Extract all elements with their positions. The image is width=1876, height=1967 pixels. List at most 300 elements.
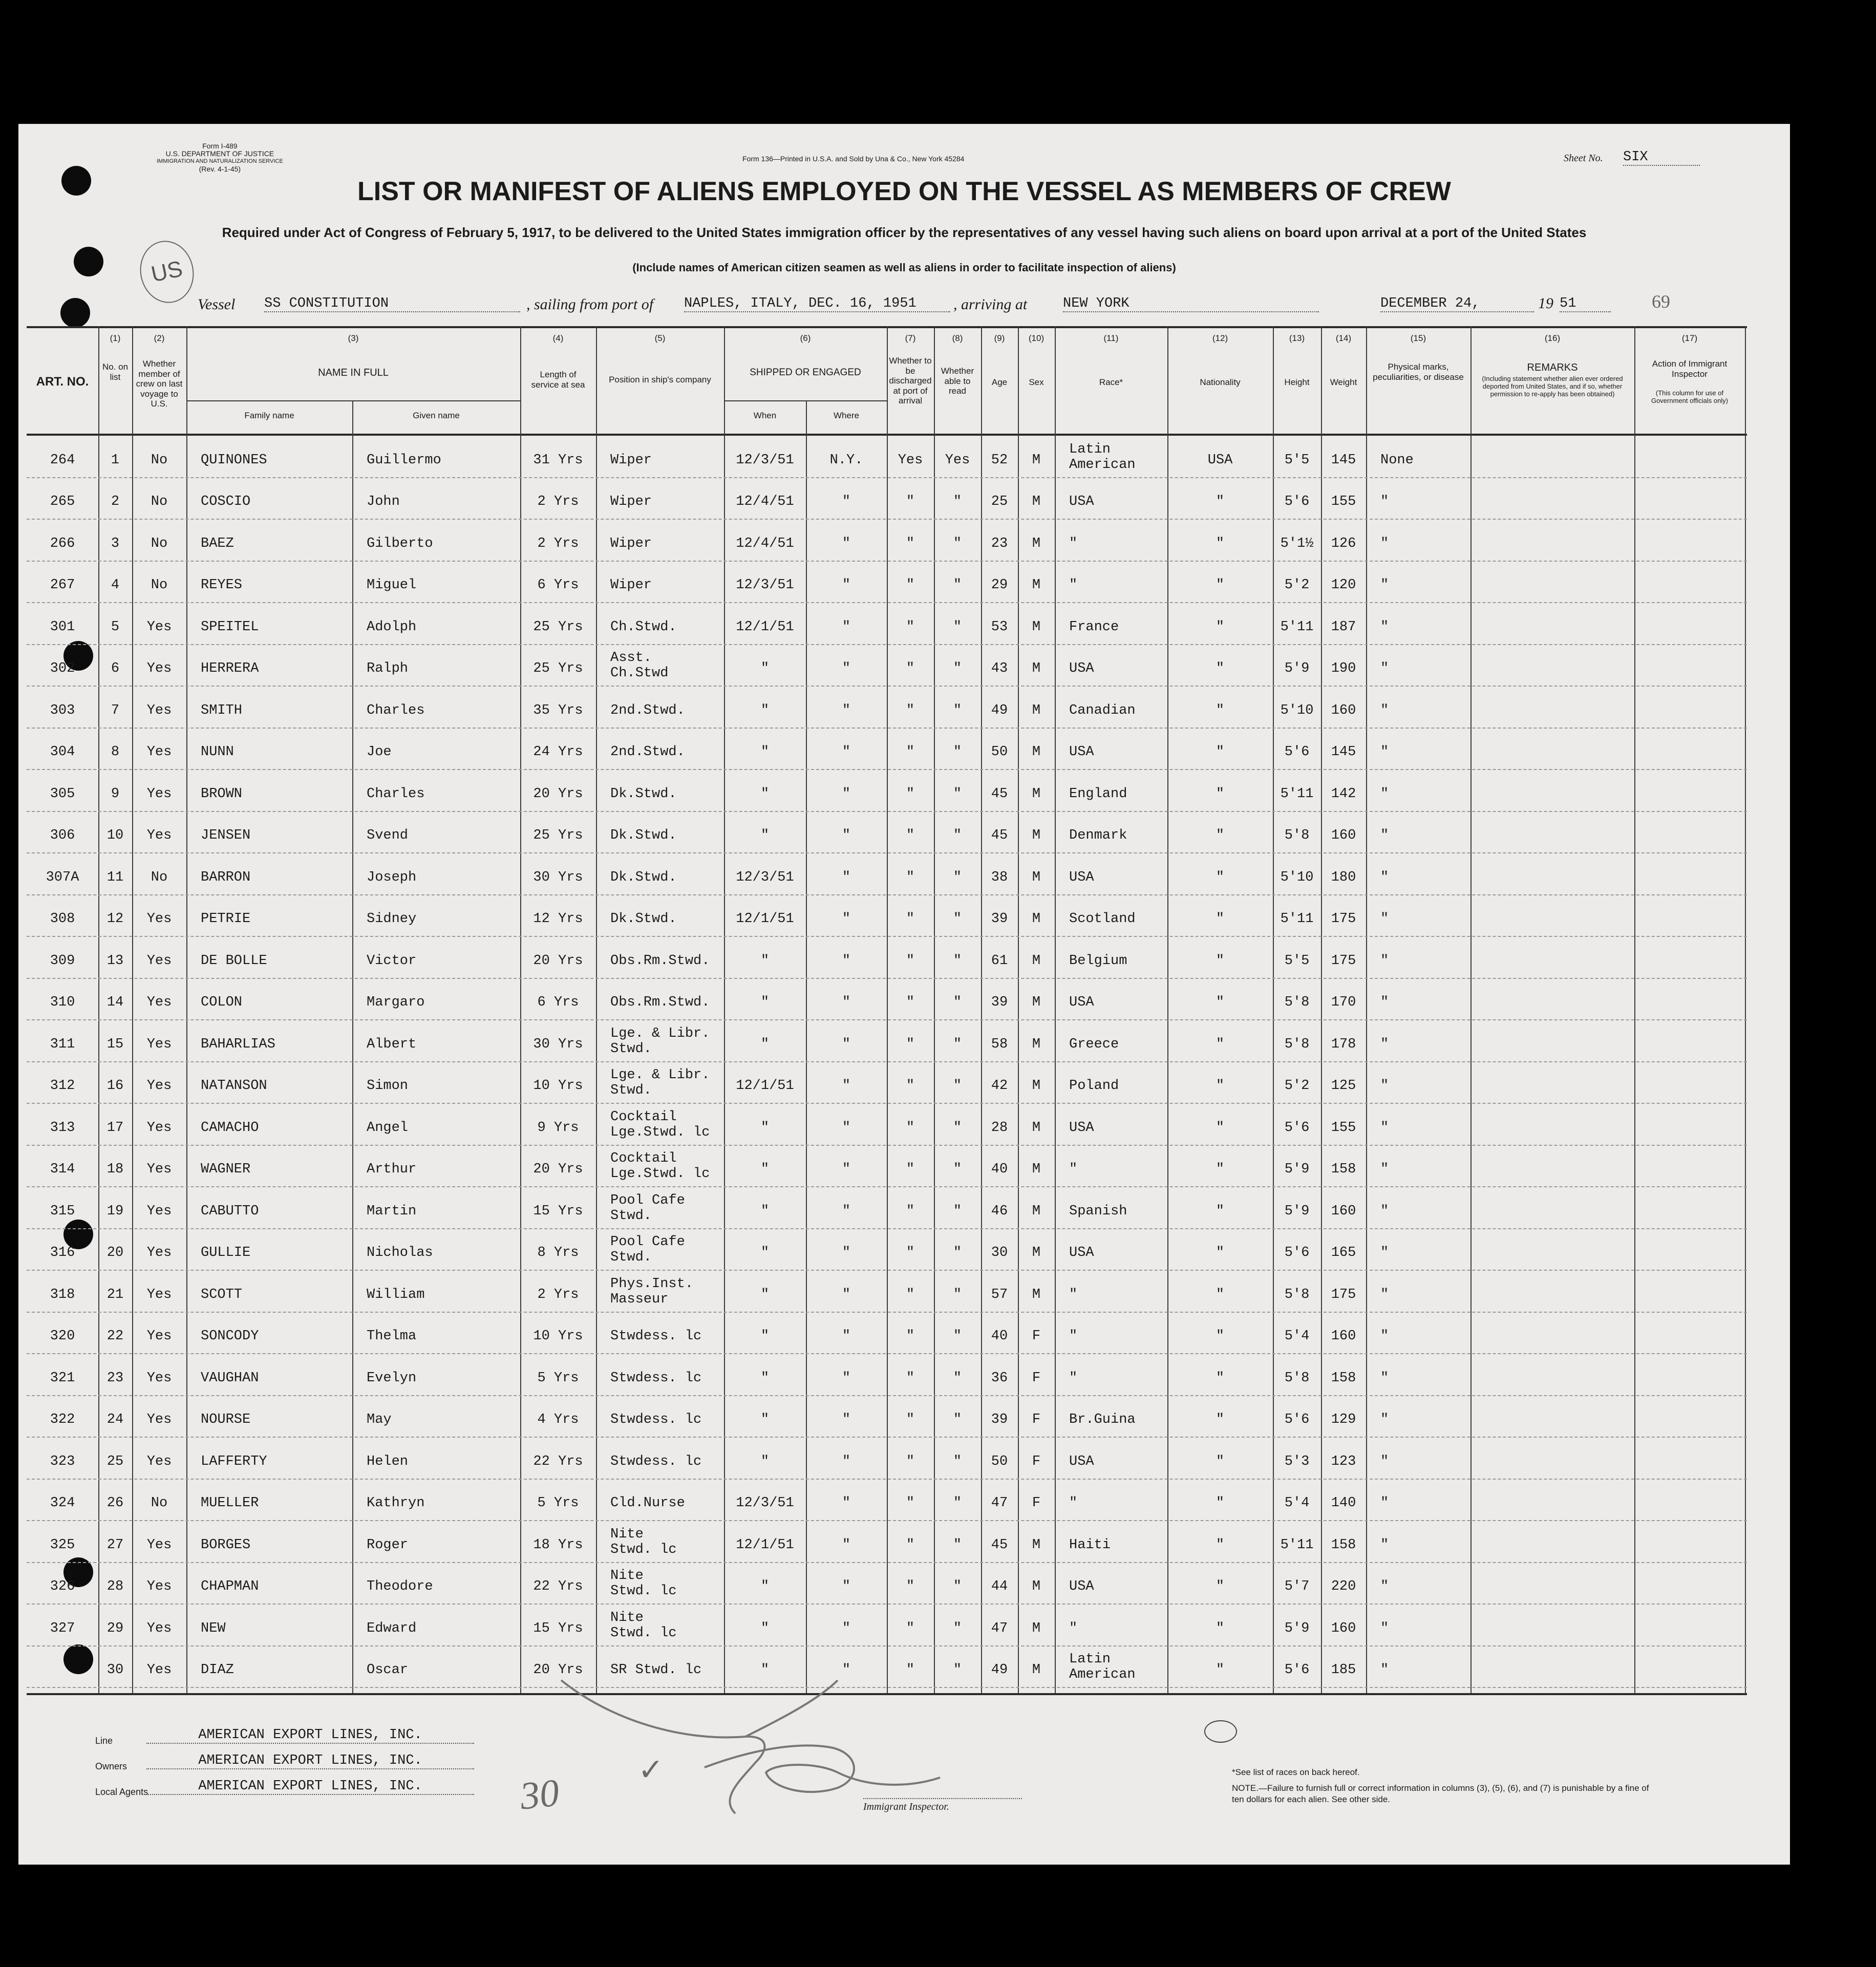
cell-height: 5'11	[1280, 619, 1314, 635]
cell-given-name: Angel	[367, 1120, 409, 1136]
cell-discharge: "	[906, 619, 915, 635]
cell-position: Cocktail Lge.Stwd. lc	[610, 1151, 710, 1182]
cell-able-to-read: "	[953, 869, 962, 885]
cell-service-length: 6 Yrs	[537, 995, 579, 1011]
cell-service-length: 20 Yrs	[533, 1162, 583, 1178]
sheet-number: SIX	[1623, 149, 1700, 166]
cell-age: 45	[991, 1537, 1008, 1553]
cell-service-length: 30 Yrs	[533, 869, 583, 885]
cell-given-name: Victor	[367, 953, 417, 969]
cell-sex: M	[1032, 953, 1041, 969]
header-art-no: ART. NO.	[36, 375, 89, 389]
cell-physical-marks: "	[1380, 1036, 1389, 1052]
cell-position: Lge. & Libr. Stwd.	[610, 1067, 710, 1099]
cell-weight: 165	[1331, 1245, 1356, 1261]
cell-shipped-where: "	[842, 1036, 851, 1052]
cell-family-name: GULLIE	[201, 1245, 251, 1261]
cell-physical-marks: "	[1380, 1620, 1389, 1636]
cell-age: 25	[991, 494, 1008, 510]
cell-given-name: Charles	[367, 702, 425, 718]
cell-sex: M	[1032, 1078, 1041, 1094]
cell-physical-marks: "	[1380, 1287, 1389, 1302]
cell-race: Br.Guina	[1069, 1412, 1136, 1428]
sheet-label: Sheet No.	[1564, 153, 1603, 164]
cell-position: Stwdess. lc	[610, 1453, 702, 1469]
agents-label: Local Agents	[95, 1787, 148, 1797]
cell-sex: M	[1032, 1620, 1041, 1636]
table-row	[27, 645, 1747, 687]
cell-physical-marks: "	[1380, 1162, 1389, 1178]
owners-label: Owners	[95, 1761, 127, 1771]
cell-able-to-read: "	[953, 1662, 962, 1678]
cell-weight: 145	[1331, 452, 1356, 468]
cell-list-number: 15	[106, 1036, 124, 1052]
cell-age: 49	[991, 702, 1008, 718]
cell-family-name: SPEITEL	[201, 619, 259, 635]
cell-list-number: 6	[111, 661, 120, 677]
cell-position: Dk.Stwd.	[610, 828, 677, 844]
cell-race: Spanish	[1069, 1203, 1127, 1219]
header-prior-voyage: Whether member of crew on last voyage to U.S.	[136, 359, 183, 409]
cell-shipped-when: "	[760, 1203, 770, 1219]
manifest-sheet	[18, 124, 1790, 1865]
cell-prior-voyage: Yes	[146, 661, 172, 677]
cell-art-number: 312	[50, 1078, 75, 1094]
cell-physical-marks: "	[1380, 619, 1389, 635]
header-discharged: Whether to be discharged at port of arrival	[889, 356, 932, 406]
cell-discharge: "	[906, 578, 915, 593]
header-able-to-read: Whether able to read	[941, 366, 974, 396]
us-stamp: US	[134, 236, 199, 308]
col-num: (12)	[1212, 333, 1228, 343]
header-position: Position in ship's company	[609, 375, 711, 384]
header-when: When	[753, 411, 777, 420]
cell-list-number: 12	[106, 911, 124, 927]
col-num: (17)	[1681, 333, 1698, 343]
cell-height: 5'4	[1284, 1329, 1310, 1344]
cell-able-to-read: "	[953, 744, 962, 760]
cell-discharge: "	[906, 1370, 915, 1386]
cell-shipped-when: "	[760, 702, 770, 718]
cell-position: Wiper	[610, 494, 652, 510]
cell-art-number: 308	[50, 911, 75, 927]
cell-nationality: "	[1216, 1537, 1225, 1553]
cell-prior-voyage: Yes	[146, 702, 172, 718]
header-shipped: SHIPPED OR ENGAGED	[750, 367, 861, 378]
cell-able-to-read: "	[953, 911, 962, 927]
cell-height: 5'9	[1284, 1620, 1310, 1636]
cell-list-number: 17	[106, 1120, 124, 1136]
cell-discharge: "	[906, 702, 915, 718]
cell-discharge: "	[906, 1162, 915, 1178]
form-subtitle: Required under Act of Congress of February 5, 1917, to be delivered to the United States immigration officer by the representatives of any vessel having such aliens on board upon arrival at a port of the United States	[222, 225, 1587, 240]
cell-shipped-where: "	[842, 1412, 851, 1428]
cell-race: "	[1069, 536, 1078, 551]
cell-sex: M	[1032, 869, 1041, 885]
header-where: Where	[833, 411, 860, 420]
cell-list-number: 3	[111, 536, 120, 551]
cell-art-number: 326	[50, 1579, 75, 1595]
cell-shipped-where: N.Y.	[829, 452, 863, 468]
cell-art-number: 322	[50, 1412, 75, 1428]
table-row	[27, 1229, 1747, 1271]
signature-line	[863, 1798, 1022, 1799]
cell-service-length: 6 Yrs	[537, 578, 579, 593]
cell-prior-voyage: Yes	[146, 1537, 172, 1553]
table-row	[27, 1313, 1747, 1355]
header-race: Race*	[1099, 377, 1123, 387]
cell-able-to-read: "	[953, 1162, 962, 1178]
cell-shipped-when: 12/3/51	[736, 1495, 794, 1511]
cell-prior-voyage: No	[151, 536, 168, 551]
cell-service-length: 15 Yrs	[533, 1203, 583, 1219]
cell-nationality: "	[1216, 661, 1225, 677]
cell-able-to-read: "	[953, 828, 962, 844]
cell-position: Pool Cafe Stwd.	[610, 1192, 685, 1224]
cell-able-to-read: "	[953, 1495, 962, 1511]
cell-prior-voyage: Yes	[146, 1245, 172, 1261]
cell-age: 38	[991, 869, 1008, 885]
cell-art-number: 305	[50, 786, 75, 802]
cell-service-length: 25 Yrs	[533, 661, 583, 677]
table-row	[27, 478, 1747, 520]
cell-age: 52	[991, 452, 1008, 468]
cell-service-length: 2 Yrs	[537, 536, 579, 551]
cell-family-name: LAFFERTY	[201, 1453, 267, 1469]
cell-shipped-when: "	[760, 1370, 770, 1386]
col-num: (5)	[654, 333, 666, 343]
cell-art-number: 307A	[46, 869, 79, 885]
cell-sex: M	[1032, 1162, 1041, 1178]
cell-discharge: "	[906, 953, 915, 969]
cell-height: 5'6	[1284, 1412, 1310, 1428]
cell-sex: M	[1032, 619, 1041, 635]
handwritten-count: 30	[518, 1771, 562, 1818]
table-row	[27, 1354, 1747, 1396]
cell-height: 5'10	[1280, 869, 1314, 885]
cell-given-name: Oscar	[367, 1662, 409, 1678]
cell-service-length: 10 Yrs	[533, 1078, 583, 1094]
cell-family-name: NEW	[201, 1620, 226, 1636]
cell-physical-marks: "	[1380, 578, 1389, 593]
header-no-on-list: No. on list	[102, 362, 129, 382]
cell-race: Scotland	[1069, 911, 1136, 927]
table-row	[27, 1187, 1747, 1229]
cell-art-number: 306	[50, 828, 75, 844]
cell-given-name: Margaro	[367, 995, 425, 1011]
cell-physical-marks: "	[1380, 744, 1389, 760]
cell-list-number: 4	[111, 578, 120, 593]
cell-position: 2nd.Stwd.	[610, 744, 685, 760]
cell-nationality: "	[1216, 953, 1225, 969]
cell-nationality: "	[1216, 619, 1225, 635]
cell-race: "	[1069, 1620, 1078, 1636]
header-nationality: Nationality	[1200, 377, 1241, 387]
cell-prior-voyage: No	[151, 452, 168, 468]
cell-height: 5'8	[1284, 1370, 1310, 1386]
cell-family-name: NUNN	[201, 744, 234, 760]
cell-age: 53	[991, 619, 1008, 635]
cell-race: USA	[1069, 1453, 1094, 1469]
penalty-note: NOTE.—Failure to furnish full or correct information in columns (3), (5), (6), and (7) is punishable by a fine of ten dollars for each alien. See other side.	[1232, 1783, 1649, 1804]
cell-service-length: 35 Yrs	[533, 702, 583, 718]
cell-position: Dk.Stwd.	[610, 869, 677, 885]
line-label: Line	[95, 1736, 113, 1746]
cell-physical-marks: "	[1380, 1453, 1389, 1469]
cell-shipped-when: "	[760, 1120, 770, 1136]
cell-race: USA	[1069, 661, 1094, 677]
cell-sex: F	[1032, 1329, 1041, 1344]
cell-family-name: PETRIE	[201, 911, 251, 927]
cell-discharge: "	[906, 1537, 915, 1553]
cell-given-name: Evelyn	[367, 1370, 417, 1386]
cell-sex: M	[1032, 1203, 1041, 1219]
cell-service-length: 8 Yrs	[537, 1245, 579, 1261]
cell-physical-marks: "	[1380, 1579, 1389, 1595]
cell-given-name: Ralph	[367, 661, 409, 677]
cell-height: 5'11	[1280, 786, 1314, 802]
cell-shipped-where: "	[842, 702, 851, 718]
line-value: AMERICAN EXPORT LINES, INC.	[146, 1727, 474, 1744]
cell-age: 45	[991, 786, 1008, 802]
cell-shipped-where: "	[842, 1579, 851, 1595]
cell-age: 30	[991, 1245, 1008, 1261]
cell-sex: M	[1032, 1120, 1041, 1136]
cell-able-to-read: "	[953, 1203, 962, 1219]
cell-weight: 142	[1331, 786, 1356, 802]
cell-shipped-where: "	[842, 1287, 851, 1302]
col-num: (15)	[1410, 333, 1426, 343]
cell-height: 5'9	[1284, 1203, 1310, 1219]
cell-height: 5'2	[1284, 1078, 1310, 1094]
cell-height: 5'8	[1284, 1036, 1310, 1052]
cell-position: Stwdess. lc	[610, 1329, 702, 1344]
cell-art-number: 264	[50, 452, 75, 468]
cell-shipped-when: "	[760, 786, 770, 802]
header-service: Length of service at sea	[531, 370, 585, 390]
cell-shipped-where: "	[842, 1120, 851, 1136]
cell-height: 5'8	[1284, 1287, 1310, 1302]
cell-age: 39	[991, 911, 1008, 927]
table-row	[27, 1020, 1747, 1062]
cell-art-number: 309	[50, 953, 75, 969]
cell-sex: M	[1032, 578, 1041, 593]
cell-shipped-where: "	[842, 578, 851, 593]
cell-art-number: 316	[50, 1245, 75, 1261]
cell-able-to-read: "	[953, 1287, 962, 1302]
cell-discharge: "	[906, 1412, 915, 1428]
cell-family-name: BROWN	[201, 786, 243, 802]
cell-list-number: 24	[106, 1412, 124, 1428]
cell-list-number: 22	[106, 1329, 124, 1344]
form-title: LIST OR MANIFEST OF ALIENS EMPLOYED ON THE VESSEL AS MEMBERS OF CREW	[357, 177, 1451, 206]
cell-sex: F	[1032, 1453, 1041, 1469]
cell-service-length: 24 Yrs	[533, 744, 583, 760]
table-row	[27, 562, 1747, 604]
cell-sex: M	[1032, 1579, 1041, 1595]
cell-age: 47	[991, 1495, 1008, 1511]
cell-weight: 160	[1331, 828, 1356, 844]
cell-list-number: 11	[106, 869, 124, 885]
cell-able-to-read: "	[953, 1245, 962, 1261]
cell-prior-voyage: Yes	[146, 1036, 172, 1052]
cell-prior-voyage: Yes	[146, 619, 172, 635]
col-num: (7)	[905, 333, 916, 343]
cell-physical-marks: "	[1380, 536, 1389, 551]
cell-discharge: "	[906, 869, 915, 885]
cell-nationality: "	[1216, 786, 1225, 802]
cell-family-name: SMITH	[201, 702, 243, 718]
cell-physical-marks: "	[1380, 1203, 1389, 1219]
cell-shipped-where: "	[842, 1537, 851, 1553]
cell-height: 5'7	[1284, 1579, 1310, 1595]
cell-shipped-when: "	[760, 744, 770, 760]
cell-family-name: COLON	[201, 995, 243, 1011]
cell-position: Asst. Ch.Stwd	[610, 650, 669, 681]
cell-shipped-when: 12/1/51	[736, 1078, 794, 1094]
cell-height: 5'6	[1284, 1120, 1310, 1136]
cell-shipped-where: "	[842, 619, 851, 635]
cell-given-name: Svend	[367, 828, 409, 844]
cell-race: Poland	[1069, 1078, 1119, 1094]
vessel-name: SS CONSTITUTION	[264, 296, 520, 312]
cell-nationality: "	[1216, 1662, 1225, 1678]
table-row	[27, 1104, 1747, 1146]
cell-sex: M	[1032, 828, 1041, 844]
cell-weight: 155	[1331, 494, 1356, 510]
cell-age: 36	[991, 1370, 1008, 1386]
cell-list-number: 5	[111, 619, 120, 635]
cell-shipped-where: "	[842, 1453, 851, 1469]
cell-race: USA	[1069, 1245, 1094, 1261]
cell-height: 5'6	[1284, 1662, 1310, 1678]
cell-physical-marks: "	[1380, 1329, 1389, 1344]
cell-prior-voyage: Yes	[146, 744, 172, 760]
cell-able-to-read: "	[953, 578, 962, 593]
cell-given-name: Charles	[367, 786, 425, 802]
cell-height: 5'1½	[1280, 536, 1314, 551]
cell-weight: 178	[1331, 1036, 1356, 1052]
cell-shipped-when: 12/3/51	[736, 578, 794, 593]
cell-prior-voyage: Yes	[146, 1662, 172, 1678]
cell-age: 45	[991, 828, 1008, 844]
cell-physical-marks: "	[1380, 1662, 1389, 1678]
cell-age: 23	[991, 536, 1008, 551]
cell-race: USA	[1069, 494, 1094, 510]
cell-prior-voyage: Yes	[146, 911, 172, 927]
cell-sex: M	[1032, 1537, 1041, 1553]
cell-sex: M	[1032, 536, 1041, 551]
cell-physical-marks: "	[1380, 494, 1389, 510]
cell-age: 47	[991, 1620, 1008, 1636]
cell-able-to-read: "	[953, 995, 962, 1011]
cell-race: "	[1069, 1495, 1078, 1511]
cell-shipped-where: "	[842, 1662, 851, 1678]
cell-prior-voyage: Yes	[146, 1287, 172, 1302]
col-num: (8)	[952, 333, 963, 343]
cell-able-to-read: "	[953, 619, 962, 635]
cell-service-length: 20 Yrs	[533, 1662, 583, 1678]
table-row	[27, 979, 1747, 1021]
cell-family-name: BARRON	[201, 869, 251, 885]
cell-given-name: Roger	[367, 1537, 409, 1553]
cell-position: Phys.Inst. Masseur	[610, 1276, 694, 1307]
cell-weight: 170	[1331, 995, 1356, 1011]
cell-service-length: 12 Yrs	[533, 911, 583, 927]
cell-discharge: "	[906, 1120, 915, 1136]
table-row	[27, 1521, 1747, 1563]
cell-weight: 220	[1331, 1579, 1356, 1595]
cell-age: 50	[991, 1453, 1008, 1469]
cell-physical-marks: "	[1380, 828, 1389, 844]
cell-weight: 190	[1331, 661, 1356, 677]
cell-shipped-when: "	[760, 1412, 770, 1428]
ink-circle	[1204, 1720, 1237, 1743]
cell-able-to-read: "	[953, 1453, 962, 1469]
cell-race: Haiti	[1069, 1537, 1111, 1553]
cell-height: 5'5	[1284, 953, 1310, 969]
cell-age: 42	[991, 1078, 1008, 1094]
cell-age: 43	[991, 661, 1008, 677]
table-row	[27, 770, 1747, 812]
table-row	[27, 1062, 1747, 1104]
cell-position: Stwdess. lc	[610, 1370, 702, 1386]
cell-race: USA	[1069, 995, 1094, 1011]
cell-prior-voyage: No	[151, 578, 168, 593]
cell-able-to-read: "	[953, 1537, 962, 1553]
cell-prior-voyage: No	[151, 869, 168, 885]
cell-shipped-when: 12/4/51	[736, 494, 794, 510]
inspector-label: Immigrant Inspector.	[863, 1801, 949, 1812]
col-num: (13)	[1289, 333, 1305, 343]
cell-race: USA	[1069, 1579, 1094, 1595]
cell-art-number: 321	[50, 1370, 75, 1386]
cell-art-number: 304	[50, 744, 75, 760]
cell-shipped-when: "	[760, 1287, 770, 1302]
cell-prior-voyage: Yes	[146, 1453, 172, 1469]
cell-nationality: "	[1216, 1453, 1225, 1469]
cell-height: 5'5	[1284, 452, 1310, 468]
cell-discharge: "	[906, 1662, 915, 1678]
cell-prior-voyage: Yes	[146, 1579, 172, 1595]
cell-family-name: QUINONES	[201, 452, 267, 468]
header-inspector-note: (This column for use of Government officials only)	[1651, 389, 1729, 404]
table-row	[27, 937, 1747, 979]
cell-shipped-where: "	[842, 786, 851, 802]
cell-weight: 145	[1331, 744, 1356, 760]
cell-discharge: "	[906, 786, 915, 802]
cell-service-length: 30 Yrs	[533, 1036, 583, 1052]
cell-height: 5'6	[1284, 1245, 1310, 1261]
table-row	[27, 1438, 1747, 1480]
cell-physical-marks: "	[1380, 702, 1389, 718]
cell-age: 40	[991, 1329, 1008, 1344]
cell-shipped-where: "	[842, 661, 851, 677]
cell-weight: 180	[1331, 869, 1356, 885]
check-mark-icon: ✓	[638, 1753, 664, 1787]
cell-able-to-read: "	[953, 536, 962, 551]
table-row	[27, 1271, 1747, 1313]
cell-given-name: Guillermo	[367, 452, 441, 468]
cell-weight: 160	[1331, 1203, 1356, 1219]
table-row	[27, 687, 1747, 729]
cell-physical-marks: "	[1380, 1495, 1389, 1511]
header-sex: Sex	[1029, 377, 1044, 387]
cell-service-length: 18 Yrs	[533, 1537, 583, 1553]
cell-shipped-when: 12/3/51	[736, 452, 794, 468]
arriving-label: , arriving at	[953, 296, 1028, 313]
cell-position: Nite Stwd. lc	[610, 1526, 677, 1557]
